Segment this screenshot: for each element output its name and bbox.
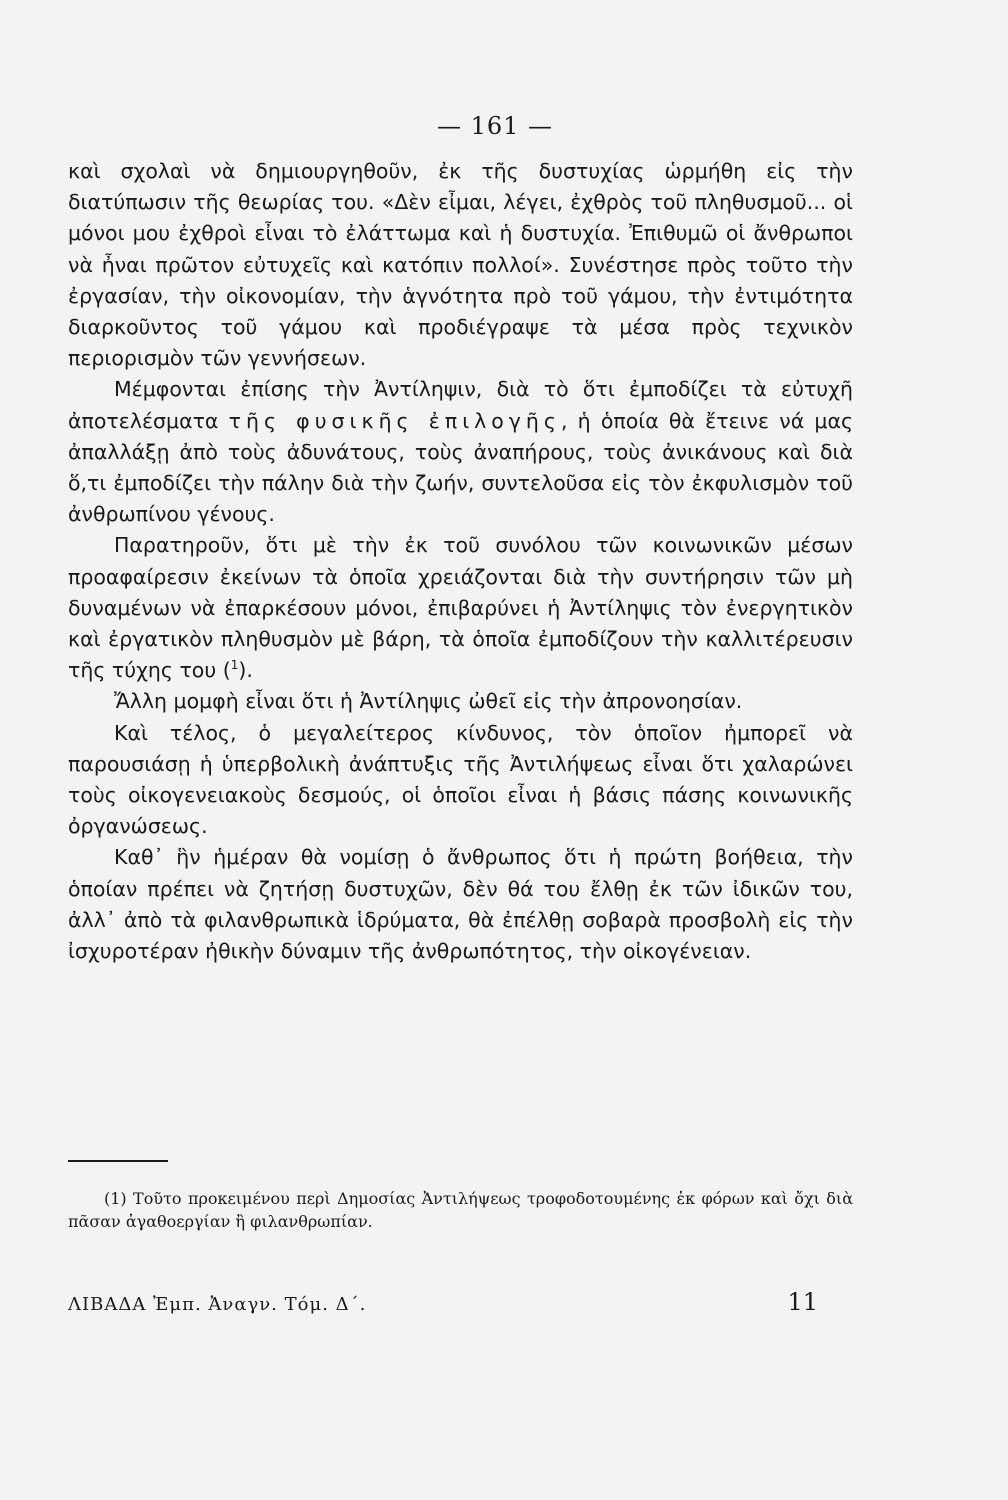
paragraph: καὶ σχολαὶ νὰ δημιουργηθοῦν, ἐκ τῆς δυστυχίας ὡρμήθη εἰς τὴν διατύπωσιν τῆς θεωρίας του. «Δὲν εἶμαι, λέγει, ἐχθρὸς τοῦ πληθυσμοῦ... οἱ μόνοι μου ἐχθροὶ εἶναι τὸ ἐλάττωμα καὶ ἡ δυστυχία. Ἐπιθυμῶ οἱ ἄνθρωποι νὰ ἦναι πρῶτον εὐτυχεῖς καὶ κατόπιν πολλοί». Συνέστησε πρὸς τοῦτο τὴν ἐργασίαν, τὴν οἰκονομίαν, τὴν ἁγνότητα πρὸ τοῦ γάμου, τὴν ἐντιμότητα διαρκοῦντος τοῦ γάμου καὶ προδιέγραψε τὰ μέσα πρὸς τεχνικὸν περιορισμὸν τῶν γεννήσεων. <box>68 159 853 371</box>
page-footer <box>68 1288 818 1316</box>
printer-signature: ΛΙΒΑΔΑ Ἐμπ. Ἀναγν. Τόμ. Δ΄. <box>68 1294 367 1315</box>
paragraph-text: Παρατηροῦν, ὅτι μὲ τὴν ἐκ τοῦ συνόλου τῶν κοινωνικῶν μέσων προαφαίρεσιν ἐκείνων τὰ ὁποῖα χρειάζονται διὰ τὴν συντήρησιν τῶν μὴ δυναμένων νὰ ἐπαρκέσουν μόνοι, ἐπιβαρύνει ἡ Ἀντίληψις τὸν ἐνεργητικὸν καὶ ἐργατικὸν πληθυσμὸν μὲ βάρη, τὰ ὁποῖα ἐμποδίζουν τὴν καλλιτέρευσιν τῆς τύχης του ( <box>68 533 853 683</box>
footnote: (1) Τοῦτο προκειμένου περὶ Δημοσίας Ἀντιλήψεως τροφοδοτουμένης ἐκ φόρων καὶ ὄχι διὰ πᾶσαν ἀγαθοεργίαν ἢ φιλανθρωπίαν. <box>68 1189 853 1231</box>
sheet-number: 11 <box>787 1288 818 1316</box>
body-text <box>68 156 853 967</box>
emphasized-phrase: τῆς φυσικῆς ἐπιλογῆς <box>228 408 561 433</box>
paragraph: Καὶ τέλος, ὁ μεγαλείτερος κίνδυνος, τὸν ὁποῖον ἠμπορεῖ νὰ παρουσιάσῃ ἡ ὑπερβολικὴ ἀνάπτυξις τῆς Ἀντιλήψεως εἶναι ὅτι χαλαρώνει τοὺς οἰκογενειακοὺς δεσμούς, οἱ ὁποῖοι εἶναι ἡ βάσις πάσης κοινωνικῆς ὀργανώσεως. <box>68 720 853 839</box>
page-number: — 161 — <box>436 112 554 140</box>
paragraph <box>68 374 853 530</box>
footnote-divider <box>68 1160 168 1162</box>
footnote-marker[interactable]: 1 <box>230 658 239 673</box>
paragraph-text: Μέμφονται ἐπίσης τὴν Ἀντίληψιν, διὰ τὸ ὅτι ἐμποδίζει τὰ εὐτυχῆ ἀποτελέσματα <box>68 377 853 433</box>
paragraph: Ἄλλη μομφὴ εἶναι ὅτι ἡ Ἀντίληψις ὠθεῖ εἰς τὴν ἀπρονοησίαν. <box>114 689 743 714</box>
paragraph <box>68 530 853 686</box>
paragraph-text: ). <box>238 658 253 683</box>
paragraph: Καθ᾿ ἣν ἡμέραν θὰ νομίσῃ ὁ ἄνθρωπος ὅτι ἡ πρώτη βοήθεια, τὴν ὁποίαν πρέπει νὰ ζητήσῃ δυστυχῶν, δὲν θά του ἔλθῃ ἐκ τῶν ἰδικῶν του, ἀλλ᾿ ἀπὸ τὰ φιλανθρωπικὰ ἱδρύματα, θὰ ἐπέλθῃ σοβαρὰ προσβολὴ εἰς τὴν ἰσχυροτέραν ἠθικὴν δύναμιν τῆς ἀνθρωπότητος, τὴν οἰκογένειαν. <box>68 845 853 964</box>
paragraph-text: , ἡ ὁποία θὰ ἔτεινε νά μας ἀπαλλάξῃ ἀπὸ τοὺς ἀδυνάτους, τοὺς ἀναπήρους, τοὺς ἀνικάνους καὶ διὰ ὅ,τι ἐμποδίζει τὴν πάλην διὰ τὴν ζωήν, συντελοῦσα εἰς τὸν ἐκφυλισμὸν τοῦ ἀνθρωπίνου γένους. <box>68 408 854 527</box>
